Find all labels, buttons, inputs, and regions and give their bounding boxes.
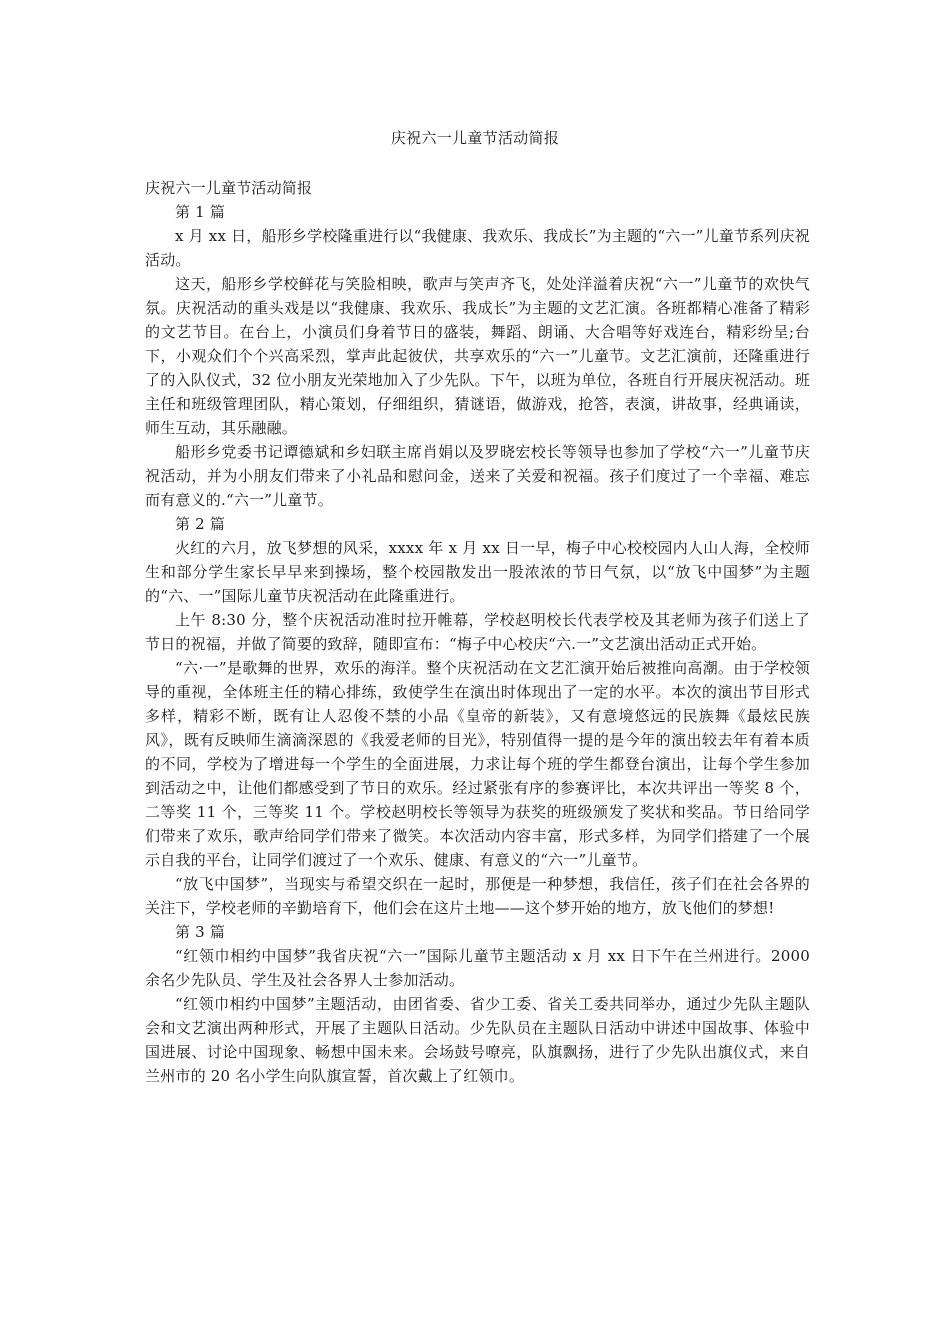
document-subtitle: 庆祝六一儿童节活动简报 (145, 179, 313, 197)
document-body (145, 176, 810, 1088)
paragraph: 火红的六月，放飞梦想的风采，xxxx 年 x 月 xx 日一早，梅子中心校校园内人山人海，全校师生和部分学生家长早早来到操场，整个校园散发出一股浓浓的节日气氛，以“放飞中国梦”为主题的“六、一”国际儿童节庆祝活动在此隆重进行。 (145, 539, 810, 605)
section-heading-3: 第 3 篇 (175, 923, 226, 941)
paragraph: 上午 8:30 分，整个庆祝活动准时拉开帷幕，学校赵明校长代表学校及其老师为孩子们送上了节日的祝福，并做了简要的致辞，随即宣布：“梅子中心校庆“六.一”文艺演出活动正式开始。 (145, 611, 810, 653)
paragraph: 这天，船形乡学校鲜花与笑脸相映，歌声与笑声齐飞，处处洋溢着庆祝“六一”儿童节的欢快气氛。庆祝活动的重头戏是以“我健康、我欢乐、我成长”为主题的文艺汇演。各班都精心准备了精彩的文艺节目。在台上，小演员们身着节日的盛装，舞蹈、朗诵、大合唱等好戏连台，精彩纷呈;台下，小观众们个个兴高采烈，掌声此起彼伏，共享欢乐的“六一”儿童节。文艺汇演前，还隆重进行了的入队仪式，32 位小朋友光荣地加入了少先队。下午，以班为单位，各班自行开展庆祝活动。班主任和班级管理团队，精心策划，仔细组织，猜谜语，做游戏，抢答，表演，讲故事，经典诵读，师生互动，其乐融融。 (145, 275, 810, 437)
section-heading-2: 第 2 篇 (175, 515, 226, 533)
paragraph: 船形乡党委书记谭德斌和乡妇联主席肖娟以及罗晓宏校长等领导也参加了学校“六一”儿童节庆祝活动，并为小朋友们带来了小礼品和慰问金，送来了关爱和祝福。孩子们度过了一个幸福、难忘而有意义的.“六一”儿童节。 (145, 443, 810, 509)
document-title: 庆祝六一儿童节活动简报 (390, 129, 560, 147)
paragraph: “红领巾相约中国梦”主题活动，由团省委、省少工委、省关工委共同举办，通过少先队主题队会和文艺演出两种形式，开展了主题队日活动。少先队员在主题队日活动中讲述中国故事、体验中国进展、讨论中国现象、畅想中国未来。会场鼓号嘹亮，队旗飘扬，进行了少先队出旗仪式，来自兰州市的 20 名小学生向队旗宣誓，首次戴上了红领巾。 (145, 995, 810, 1085)
paragraph: x 月 xx 日，船形乡学校隆重进行以“我健康、我欢乐、我成长”为主题的“六一”儿童节系列庆祝活动。 (145, 227, 810, 269)
section-heading-1: 第 1 篇 (175, 203, 226, 221)
paragraph: “红领巾相约中国梦”我省庆祝“六一”国际儿童节主题活动 x 月 xx 日下午在兰州进行。2000 余名少先队员、学生及社会各界人士参加活动。 (145, 947, 810, 989)
paragraph: “放飞中国梦”，当现实与希望交织在一起时，那便是一种梦想，我信任，孩子们在社会各界的关注下，学校老师的辛勤培育下，他们会在这片土地——这个梦开始的地方，放飞他们的梦想! (145, 875, 810, 917)
paragraph: “六·一”是歌舞的世界，欢乐的海洋。整个庆祝活动在文艺汇演开始后被推向高潮。由于学校领导的重视，全体班主任的精心排练，致使学生在演出时体现出了一定的水平。本次的演出节目形式多样，精彩不断，既有让人忍俊不禁的小品《皇帝的新装》，又有意境悠远的民族舞《最炫民族风》，既有反映师生滴滴深恩的《我爱老师的目光》，特别值得一提的是今年的演出较去年有着本质的不同，学校为了增进每一个学生的全面进展，力求让每个班的学生都登台演出，让每个学生参加到活动之中，让他们都感受到了节日的欢乐。经过紧张有序的参赛评比，本次共评出一等奖 8 个，二等奖 11 个，三等奖 11 个。学校赵明校长等领导为获奖的班级颁发了奖状和奖品。节日给同学们带来了欢乐，歌声给同学们带来了微笑。本次活动内容丰富，形式多样，为同学们搭建了一个展示自我的平台，让同学们渡过了一个欢乐、健康、有意义的“六一”儿童节。 (145, 659, 810, 869)
